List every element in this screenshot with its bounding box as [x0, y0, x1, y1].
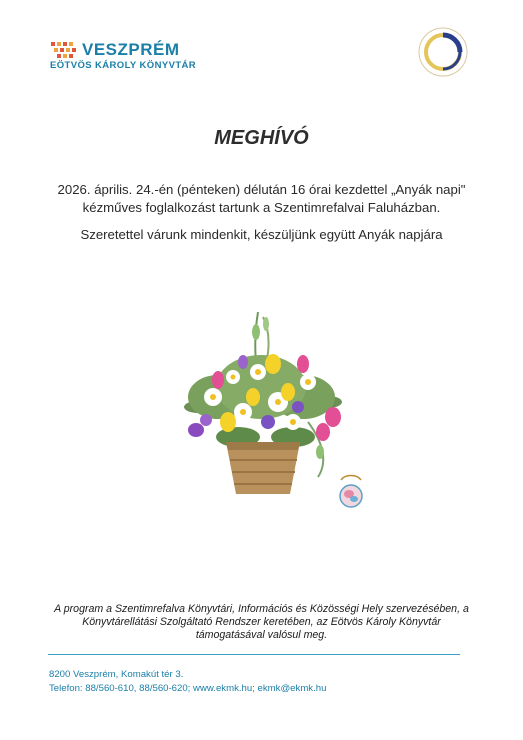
- circular-seal-icon: [417, 26, 469, 78]
- program-note-line-3: támogatásával valósul meg.: [195, 628, 328, 641]
- library-logo: [49, 40, 199, 74]
- logo-subtitle: EÖTVÖS KÁROLY KÖNYVTÁR: [50, 60, 197, 71]
- contact-phones: Telefon: 88/560-610, 88/560-620; www.ekmk.hu; ekmk@ekmk.hu: [49, 683, 327, 694]
- logo-name: VESZPRÉM: [82, 40, 180, 59]
- program-note-line-2: Könyvtárellátási Szolgáltató Rendszer keretében, az Eötvös Károly Könyvtár: [82, 615, 441, 628]
- event-description: [40, 181, 483, 216]
- florist-badge-icon: [335, 472, 367, 512]
- event-line-1: 2026. április. 24.-én (pénteken) délután 16 órai kezdettel „Anyák napi": [57, 182, 466, 197]
- event-line-2: kézműves foglalkozást tartunk a Szentimrefalvai Faluházban.: [82, 199, 441, 215]
- welcome-text: Szeretettel várunk mindenkit, készüljünk együtt Anyák napjára: [80, 227, 443, 242]
- contact-address: 8200 Veszprém, Komakút tér 3.: [49, 669, 184, 680]
- footer-divider: [48, 654, 460, 655]
- program-note: [40, 603, 483, 641]
- page-title: MEGHÍVÓ: [214, 127, 309, 149]
- contact-info: [49, 668, 326, 696]
- program-note-line-1: A program a Szentimrefalva Könyvtári, Információs és Közösségi Hely szervezésében, a: [54, 603, 469, 615]
